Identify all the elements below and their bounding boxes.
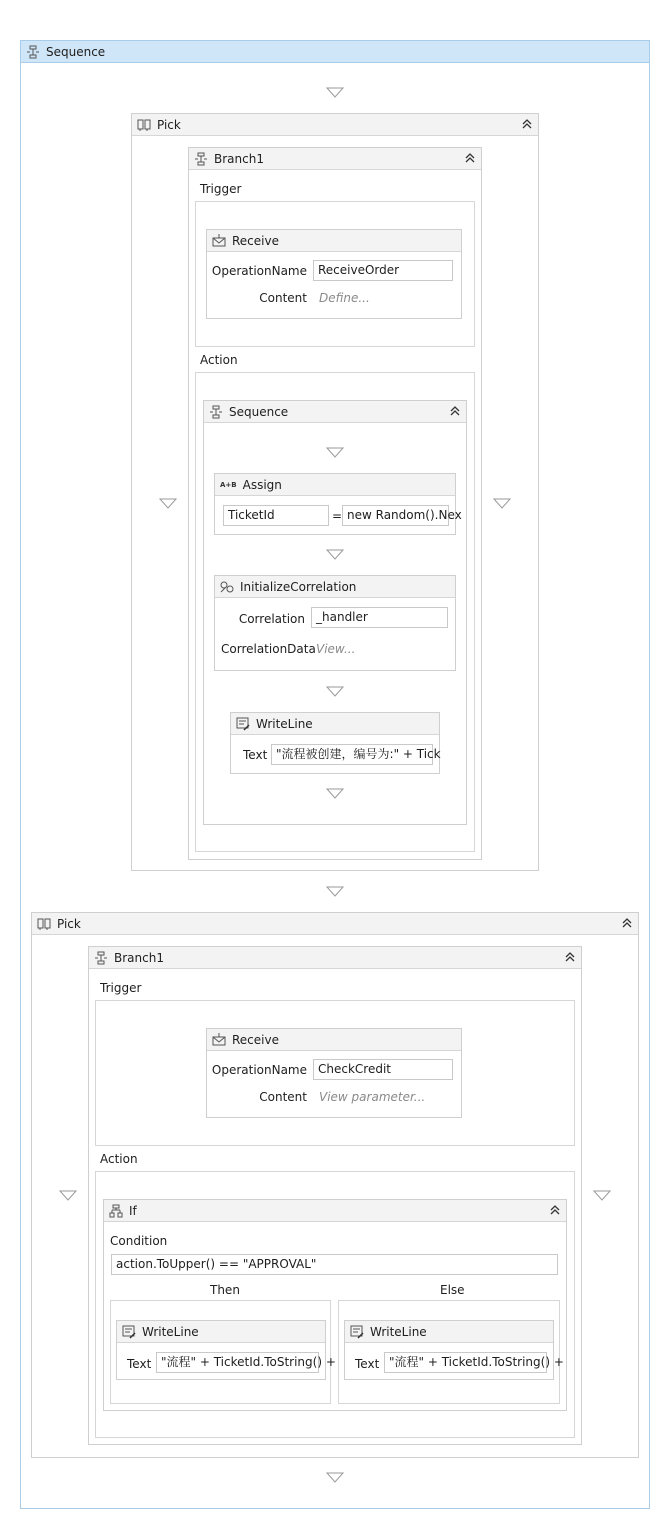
branch-header-2[interactable] <box>89 947 581 969</box>
root-sequence-header[interactable] <box>21 41 649 63</box>
inner-sequence-title: Sequence <box>229 404 289 419</box>
pick-header-2[interactable] <box>32 913 638 935</box>
writeline-header[interactable] <box>345 1321 553 1343</box>
writeline-text-label: Text <box>243 748 268 762</box>
pick-header-1[interactable] <box>132 114 538 136</box>
receive-header[interactable] <box>207 230 461 252</box>
branch-icon <box>194 152 208 166</box>
drop-arrow-icon[interactable] <box>493 498 511 509</box>
trigger-label: Trigger <box>100 981 142 995</box>
assign-equals: = <box>332 509 343 523</box>
pick-title: Pick <box>157 117 181 132</box>
receive-icon <box>212 234 226 248</box>
drop-arrow-icon[interactable] <box>326 87 344 98</box>
branch-icon <box>94 951 108 965</box>
drop-arrow-icon[interactable] <box>326 549 344 560</box>
receive-title: Receive <box>232 233 279 248</box>
receive-title: Receive <box>232 1032 279 1047</box>
branch-title: Branch1 <box>114 950 164 965</box>
initialize-correlation-activity[interactable] <box>214 575 456 671</box>
assign-value-input[interactable]: new Random().Nex <box>342 505 449 526</box>
drop-arrow-icon[interactable] <box>326 1472 344 1483</box>
root-sequence-title: Sequence <box>46 44 106 59</box>
assign-icon: A+B <box>220 480 237 489</box>
branch-header-1[interactable] <box>189 148 481 170</box>
correlation-data-view-link[interactable]: View... <box>316 642 356 656</box>
collapse-icon[interactable] <box>520 117 534 131</box>
writeline-text-input[interactable]: "流程" + TicketId.ToString() + <box>156 1352 319 1373</box>
receive-header[interactable] <box>207 1029 461 1051</box>
drop-arrow-icon[interactable] <box>326 788 344 799</box>
receive-activity-2[interactable] <box>206 1028 462 1118</box>
writeline-icon <box>122 1325 136 1339</box>
collapse-icon[interactable] <box>463 151 477 165</box>
operation-name-label: OperationName <box>211 1063 307 1077</box>
writeline-text-label: Text <box>355 1357 380 1371</box>
collapse-icon[interactable] <box>448 404 462 418</box>
initialize-correlation-header[interactable] <box>215 576 455 598</box>
writeline-text-input[interactable]: "流程被创建，编号为:" + Tick <box>271 744 433 765</box>
else-label: Else <box>440 1283 465 1297</box>
action-label: Action <box>200 353 238 367</box>
drop-arrow-icon[interactable] <box>326 686 344 697</box>
pick-icon <box>37 917 51 931</box>
operation-name-label: OperationName <box>211 264 307 278</box>
content-label: Content <box>259 291 307 305</box>
pick-icon <box>137 118 151 132</box>
writeline-header[interactable] <box>117 1321 325 1343</box>
correlation-label: Correlation <box>238 612 305 626</box>
trigger-label: Trigger <box>200 182 242 196</box>
drop-arrow-icon[interactable] <box>159 498 177 509</box>
if-title: If <box>129 1203 137 1218</box>
pick-title: Pick <box>57 916 81 931</box>
content-define-link[interactable]: Define... <box>319 291 370 305</box>
assign-to-input[interactable]: TicketId <box>223 505 329 526</box>
writeline-title: WriteLine <box>256 716 313 731</box>
condition-label: Condition <box>110 1234 168 1248</box>
writeline-activity-1[interactable] <box>230 712 440 774</box>
sequence-icon <box>26 45 40 59</box>
inner-sequence-header[interactable] <box>204 401 466 423</box>
drop-arrow-icon[interactable] <box>326 886 344 897</box>
action-label: Action <box>100 1152 138 1166</box>
if-icon <box>109 1204 123 1218</box>
assign-activity[interactable] <box>214 473 462 535</box>
then-label: Then <box>210 1283 240 1297</box>
collapse-icon[interactable] <box>620 916 634 930</box>
operation-name-input[interactable]: ReceiveOrder <box>313 260 453 281</box>
collapse-icon[interactable] <box>548 1203 562 1217</box>
correlation-input[interactable]: _handler <box>311 607 448 628</box>
initialize-correlation-title: InitializeCorrelation <box>240 579 357 594</box>
correlation-icon <box>220 580 234 594</box>
writeline-title: WriteLine <box>142 1324 199 1339</box>
writeline-title: WriteLine <box>370 1324 427 1339</box>
sequence-icon <box>209 405 223 419</box>
branch-title: Branch1 <box>214 151 264 166</box>
drop-arrow-icon[interactable] <box>593 1190 611 1201</box>
writeline-text-input[interactable]: "流程" + TicketId.ToString() + <box>384 1352 547 1373</box>
receive-icon <box>212 1033 226 1047</box>
correlation-data-label: CorrelationData <box>221 642 316 656</box>
writeline-activity-else[interactable] <box>344 1320 564 1380</box>
writeline-icon <box>350 1325 364 1339</box>
condition-input[interactable]: action.ToUpper() == "APPROVAL" <box>111 1254 558 1275</box>
writeline-icon <box>236 717 250 731</box>
assign-header[interactable] <box>215 474 455 496</box>
writeline-activity-then[interactable] <box>116 1320 336 1380</box>
drop-arrow-icon[interactable] <box>59 1190 77 1201</box>
content-view-parameter-link[interactable]: View parameter... <box>319 1090 426 1104</box>
writeline-text-label: Text <box>127 1357 152 1371</box>
collapse-icon[interactable] <box>563 950 577 964</box>
content-label: Content <box>259 1090 307 1104</box>
writeline-header[interactable] <box>231 713 439 735</box>
drop-arrow-icon[interactable] <box>326 447 344 458</box>
assign-title: Assign <box>242 477 282 492</box>
receive-activity-1[interactable] <box>206 229 462 319</box>
if-header[interactable] <box>104 1200 566 1222</box>
operation-name-input[interactable]: CheckCredit <box>313 1059 453 1080</box>
